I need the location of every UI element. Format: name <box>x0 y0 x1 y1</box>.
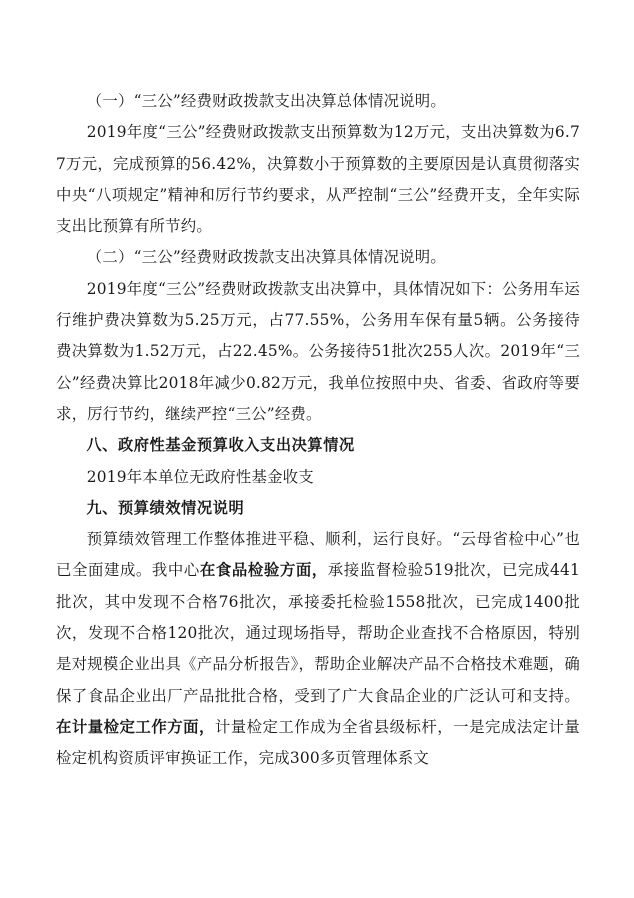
performance-text-c: 承接监督检验519批次，已完成441批次，其中发现不合格76批次，承接委托检验1558批次，已完成1400批次，发现不合格120批次，通过现场指导，帮助企业查找不合格原因，特别是对规模企业出具《产品分析报告》，帮助企业解决产品不合格技术难题，确保了食品企业出厂产品批批合格，受到了广大食品企业的广泛认可和支持。 <box>56 561 580 705</box>
heading-section-8: 八、政府性基金预算收入支出决算情况 <box>86 436 355 455</box>
paragraph-overview: 2019年度“三公”经费财政拨款支出预算数为12万元，支出决算数为6.77万元，完成预算的56.42%，决算数小于预算数的主要原因是认真贯彻落实中央“八项规定”精神和厉行节约要求，从严控制“三公”经费开支，全年实际支出比预算有所节约。 <box>56 123 580 236</box>
paragraph-performance <box>56 524 580 774</box>
paragraph-details: 2019年度“三公”经费财政拨款支出决算中，具体情况如下：公务用车运行维护费决算数为5.25万元，占77.55%，公务用车保有量5辆。公务接待费决算数为1.52万元，占22.45%。公务接待51批次255人次。2019年“三公”经费决算比2018年减少0.82万元，我单位按照中央、省委、省政府等要求，厉行节约，继续严控“三公”经费。 <box>56 279 580 423</box>
section-heading-2: （二）“三公”经费财政拨款支出决算具体情况说明。 <box>86 248 446 267</box>
performance-text-a: 预算绩效管理工作整体推进平稳、顺利，运行良好。“云母省检中心”也已全面建成。我中心 <box>56 530 580 580</box>
heading-section-9: 九、预算绩效情况说明 <box>86 498 245 517</box>
paragraph-fund: 2019年本单位无政府性基金收支 <box>86 467 314 486</box>
document-page <box>56 86 580 775</box>
performance-text-e: 计量检定工作成为全省县级标杆，一是完成法定计量检定机构资质评审换证工作，完成300多页管理体系文 <box>56 717 580 768</box>
section-heading-1: （一）“三公”经费财政拨款支出决算总体情况说明。 <box>86 92 446 110</box>
performance-bold-food: 在食品检验方面， <box>199 561 328 580</box>
performance-bold-metrology: 在计量检定工作方面， <box>56 717 215 736</box>
